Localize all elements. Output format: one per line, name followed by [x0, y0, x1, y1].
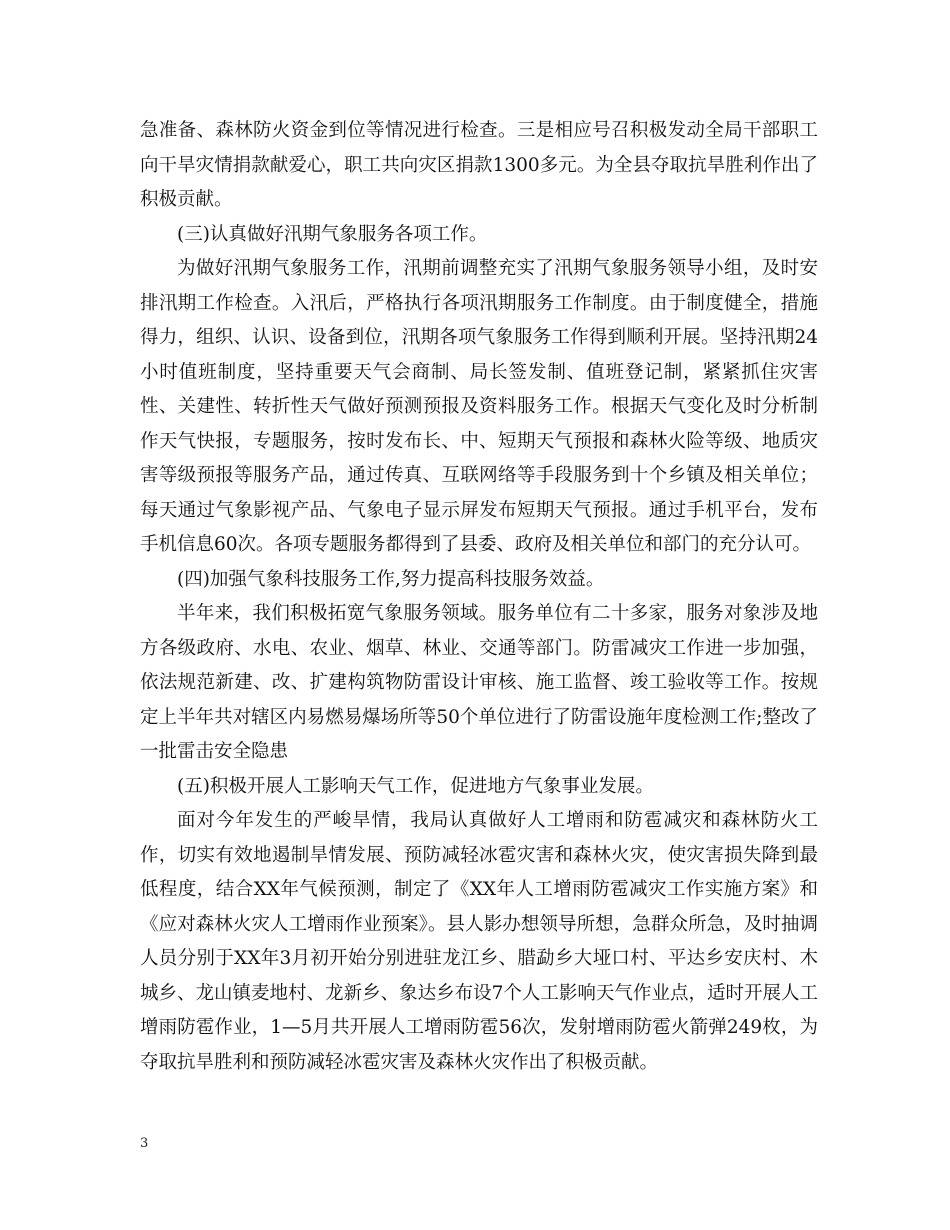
page-number: 3 [140, 1136, 149, 1151]
paragraph-flood-season-service: 为做好汛期气象服务工作，汛期前调整充实了汛期气象服务领导小组，及时安排汛期工作检查。入汛后，严格执行各项汛期服务工作制度。由于制度健全，措施得力，组织、认识、设备到位，汛期各项气象服务工作得到顺利开展。坚持汛期24小时值班制度，坚持重要天气会商制、局长签发制、值班登记制，紧紧抓住灾害性、关建性、转折性天气做好预测预报及资料服务工作。根据天气变化及时分析制作天气快报，专题服务，按时发布长、中、短期天气预报和森林火险等级、地质灾害等级预报等服务产品，通过传真、互联网络等手段服务到十个乡镇及相关单位；每天通过气象影视产品、气象电子显示屏发布短期天气预报。通过手机平台，发布手机信息60次。各项专题服务都得到了县委、政府及相关单位和部门的充分认可。 [140, 258, 818, 555]
section-heading-5: (五)积极开展人工影响天气工作，促进地方气象事业发展。 [177, 775, 654, 797]
section-heading-3: (三)认真做好汛期气象服务各项工作。 [177, 223, 488, 245]
paragraph-tech-service: 半年来，我们积极拓宽气象服务领域。服务单位有二十多家，服务对象涉及地方各级政府、水电、农业、烟草、林业、交通等部门。防雷减灾工作进一步加强，依法规范新建、改、扩建构筑物防雷设计审核、施工监督、竣工验收等工作。按规定上半年共对辖区内易燃易爆场所等50个单位进行了防雷设施年度检测工作;整改了一批雷击安全隐患 [140, 603, 818, 762]
body-text [140, 114, 818, 1080]
paragraph-weather-modification: 面对今年发生的严峻旱情，我局认真做好人工增雨和防雹减灾和森林防火工作，切实有效地遏制旱情发展、预防减轻冰雹灾害和森林火灾，使灾害损失降到最低程度，结合XX年气候预测，制定了《XX年人工增雨防雹减灾工作实施方案》和《应对森林火灾人工增雨作业预案》。县人影办想领导所想，急群众所急，及时抽调人员分别于XX年3月初开始分别进驻龙江乡、腊勐乡大垭口村、平达乡安庆村、木城乡、龙山镇麦地村、龙新乡、象达乡布设7个人工影响天气作业点，适时开展人工增雨防雹作业，1—5月共开展人工增雨防雹56次，发射增雨防雹火箭弹249枚，为夺取抗旱胜利和预防减轻冰雹灾害及森林火灾作出了积极贡献。 [140, 810, 818, 1073]
paragraph-continuation: 急准备、森林防火资金到位等情况进行检查。三是相应号召积极发动全局干部职工向干旱灾情捐款献爱心，职工共向灾区捐款1300多元。为全县夺取抗旱胜利作出了积极贡献。 [140, 120, 818, 210]
section-heading-4: (四)加强气象科技服务工作,努力提高科技服务效益。 [177, 568, 605, 590]
